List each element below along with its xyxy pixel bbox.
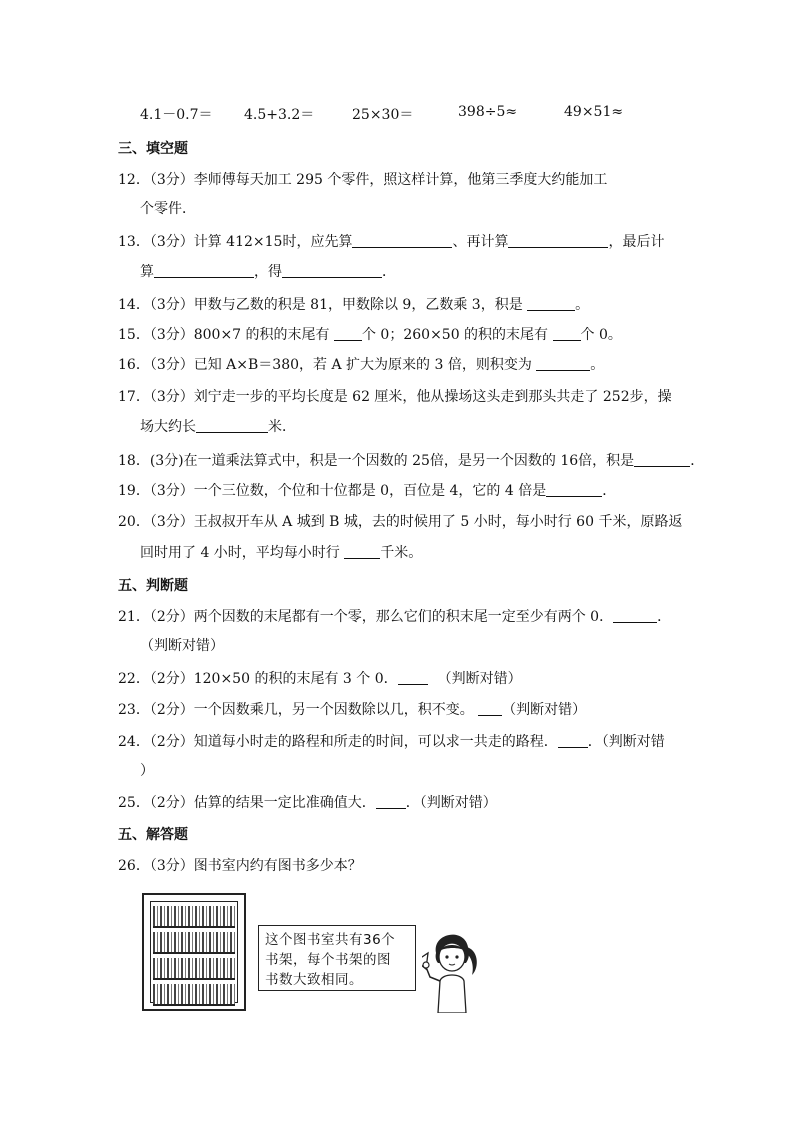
calc-item: 49×51≈ [564, 104, 624, 120]
calc-item: 4.1－0.7＝ [140, 107, 213, 123]
calc-item: 25×30＝ [352, 107, 414, 123]
section-heading-judge: 五、判断题 [118, 578, 188, 594]
answer-blank[interactable] [634, 452, 690, 467]
answer-blank[interactable] [352, 233, 452, 248]
question-23: 23．（2分）一个因数乘几，另一个因数除以几，积不变。 （判断对错） [118, 702, 587, 718]
question-22: 22．（2分）120×50 的积的末尾有 3 个 0． （判断对错） [118, 671, 522, 687]
question-21-cont: （判断对错） [140, 638, 224, 654]
answer-blank[interactable] [558, 733, 588, 748]
question-12: 12．（3分）李师傅每天加工 295 个零件，照这样计算，他第三季度大约能加工 [118, 172, 608, 188]
shelf-row [153, 932, 235, 954]
answer-blank[interactable] [282, 263, 382, 278]
speech-bubble: 这个图书室共有36个 书架，每个书架的图 书数大致相同。 [258, 925, 416, 991]
girl-figure-icon [422, 923, 482, 1013]
question-13: 13．（3分）计算 412×15时，应先算 、再计算 ，最后计 [118, 234, 665, 250]
answer-blank[interactable] [553, 326, 581, 341]
question-25: 25．（2分）估算的结果一定比准确值大． ．（判断对错） [118, 795, 497, 811]
answer-blank[interactable] [546, 482, 602, 497]
question-24: 24．（2分）知道每小时走的路程和所走的时间，可以求一共走的路程． ．（判断对错 [118, 734, 665, 750]
question-17-cont: 场大约长 米． [140, 419, 296, 435]
answer-blank[interactable] [334, 326, 362, 341]
answer-blank[interactable] [154, 263, 254, 278]
answer-blank[interactable] [398, 670, 428, 685]
question-18: 18．(3分)在一道乘法算式中，积是一个因数的 25倍，是另一个因数的 16倍，积是 ． [118, 453, 705, 469]
answer-blank[interactable] [508, 233, 608, 248]
question-14: 14．（3分）甲数与乙数的积是 81，甲数除以 9，乙数乘 3，积是 。 [118, 297, 590, 313]
question-12-cont: 个零件． [140, 201, 196, 217]
calc-item: 4.5+3.2＝ [244, 107, 315, 123]
question-26: 26．（3分）图书室内约有图书多少本？ [118, 858, 362, 874]
oral-calculation-row [0, 104, 794, 126]
question-20-cont: 回时用了 4 小时，平均每小时行 千米。 [140, 545, 423, 561]
question-13-cont: 算 ，得 ． [140, 264, 396, 280]
question-16: 16．（3分）已知 A×B＝380，若 A 扩大为原来的 3 倍，则积变为 。 [118, 357, 605, 373]
answer-blank[interactable] [196, 418, 268, 433]
bookshelf-image [142, 893, 246, 1011]
answer-blank[interactable] [536, 356, 590, 371]
question-24-cont: ） [140, 763, 154, 779]
answer-blank[interactable] [613, 608, 657, 623]
question-21: 21．（2分）两个因数的末尾都有一个零，那么它们的积末尾一定至少有两个 0． ． [118, 609, 672, 625]
library-illustration [142, 893, 482, 1015]
question-15: 15．（3分）800×7 的积的末尾有 个 0；260×50 的积的末尾有 个 0。 [118, 327, 622, 343]
answer-blank[interactable] [527, 296, 575, 311]
shelf-row [153, 958, 235, 980]
shelf-row [153, 906, 235, 928]
section-heading-answer: 五、解答题 [118, 827, 188, 843]
calc-item: 398÷5≈ [458, 104, 518, 120]
answer-blank[interactable] [478, 701, 502, 716]
question-20: 20．（3分）王叔叔开车从 A 城到 B 城，去的时候用了 5 小时，每小时行 60 千米，原路返 [118, 514, 683, 530]
section-heading-fill: 三、填空题 [118, 141, 188, 157]
question-17: 17．（3分）刘宁走一步的平均长度是 62 厘米，他从操场这头走到那头共走了 252步，操 [118, 389, 672, 405]
shelf-row [153, 984, 235, 1006]
answer-blank[interactable] [376, 794, 406, 809]
question-19: 19．（3分）一个三位数，个位和十位都是 0，百位是 4，它的 4 倍是 ． [118, 483, 617, 499]
answer-blank[interactable] [344, 544, 380, 559]
